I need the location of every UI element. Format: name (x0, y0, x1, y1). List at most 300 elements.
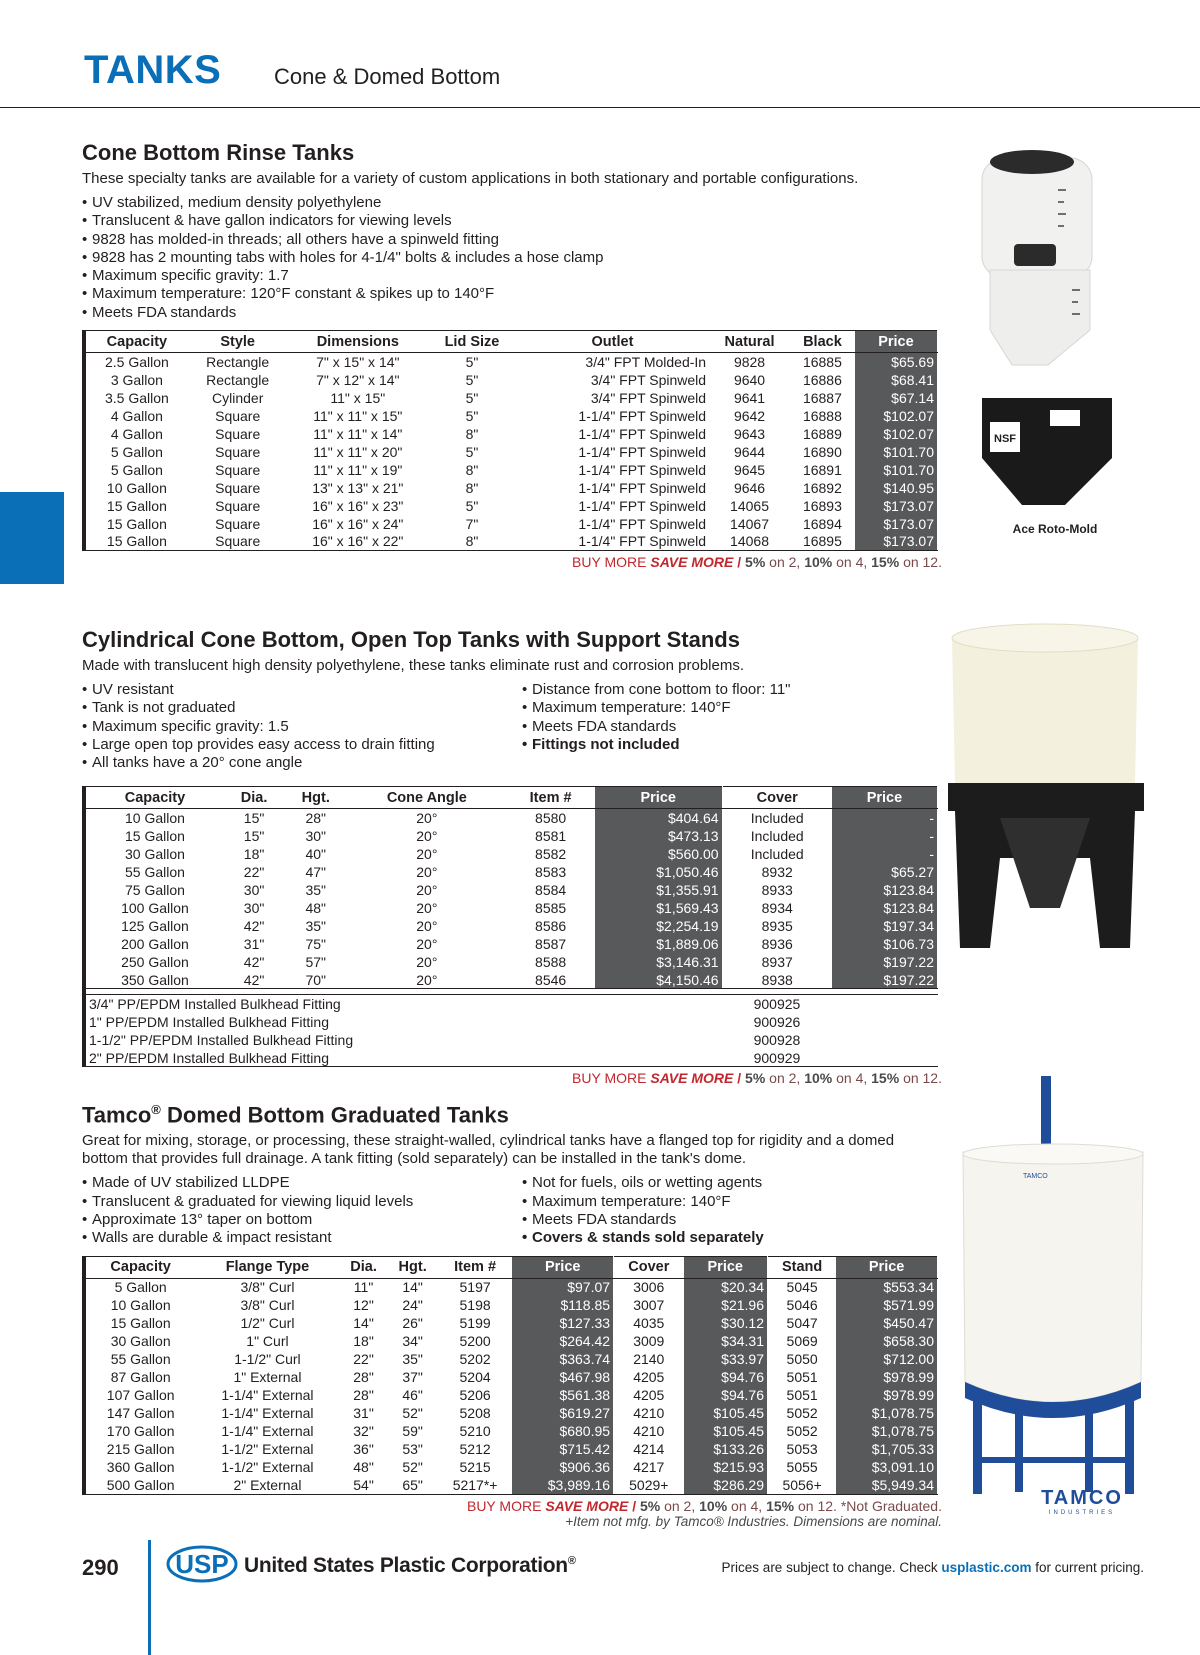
table-cell: $3,091.10 (836, 1458, 937, 1476)
discount-text: BUY MORE (466, 1497, 542, 1514)
rinse-tank-image (970, 140, 1120, 540)
table-cell: $105.45 (684, 1404, 768, 1422)
table-cell: $94.76 (684, 1368, 768, 1386)
table-row (84, 1314, 938, 1332)
table-cell: $1,078.75 (836, 1404, 937, 1422)
column-header: Hgt. (388, 1256, 438, 1278)
table-cell: 7" (465, 515, 479, 532)
product-table (82, 1256, 938, 1495)
table-cell: 42" (224, 971, 284, 989)
table-cell: 5055 (786, 1459, 818, 1476)
product-table (82, 330, 938, 551)
table-row (84, 1296, 938, 1314)
table-cell: 87 Gallon (110, 1369, 171, 1386)
table-cell: $65.27 (832, 863, 938, 881)
table-cell: $978.99 (836, 1386, 937, 1404)
table-cell: 8581 (535, 827, 567, 844)
section-description: These specialty tanks are available for a variety of custom applications in both stationary and portable configurations. (82, 170, 859, 187)
feature-item: • Not for fuels, oils or wetting agents (522, 1174, 942, 1192)
fitting-price: $224.14 (832, 1049, 938, 1067)
feature-list (82, 681, 942, 772)
table-cell: 30 Gallon (110, 1333, 171, 1350)
table-cell: 4210 (633, 1405, 665, 1422)
table-cell: 35" (305, 881, 327, 898)
table-row (84, 461, 938, 479)
fitting-item-number: 900926 (722, 1013, 832, 1031)
discount-text: SAVE MORE (545, 1497, 629, 1514)
buy-more-note (82, 1498, 942, 1514)
table-cell: 2.5 Gallon (104, 353, 169, 370)
table-cell: $3,989.16 (512, 1476, 613, 1494)
table-cell: 16888 (802, 407, 842, 424)
table-cell: 8583 (535, 863, 567, 880)
table-cell: 5052 (786, 1405, 818, 1422)
table-cell: 5 Gallon (110, 443, 163, 460)
table-cell: $561.38 (512, 1386, 613, 1404)
table-cell: $101.70 (855, 461, 938, 479)
table-cell: 5029+ (614, 1476, 684, 1494)
table-cell: 16893 (802, 497, 842, 514)
feature-item: • Maximum temperature: 140°F (522, 699, 942, 717)
table-cell: 11" x 11" x 15" (313, 407, 403, 424)
feature-item: • Maximum temperature: 140°F (522, 1193, 942, 1211)
discount-percent: 5% (639, 1497, 661, 1514)
table-cell: 16886 (802, 371, 842, 388)
table-cell: 147 Gallon (106, 1405, 175, 1422)
table-cell: $197.34 (832, 917, 938, 935)
table-cell: 3007 (633, 1297, 665, 1314)
usp-logo (166, 1544, 238, 1584)
discount-text: SAVE MORE (650, 1070, 734, 1087)
table-cell: 59" (402, 1423, 423, 1440)
table-cell: 5217*+ (438, 1476, 513, 1494)
table-row (84, 1476, 938, 1494)
table-cell: 10 Gallon (106, 479, 167, 496)
table-cell: 5056+ (767, 1476, 836, 1494)
table-cell: $127.33 (512, 1314, 613, 1332)
column-header: Stand (767, 1256, 836, 1278)
table-cell: 3/4" FPT Spinweld (590, 389, 707, 406)
table-cell: $619.27 (512, 1404, 613, 1422)
feature-item: • Approximate 13° taper on bottom (82, 1211, 502, 1229)
table-cell: 48" (305, 899, 327, 916)
column-header: Price (595, 787, 722, 809)
table-cell: Square (215, 497, 261, 514)
table-cell: 5" (465, 371, 479, 388)
table-row (84, 389, 938, 407)
table-cell: Square (215, 407, 261, 424)
table-cell: Square (215, 461, 261, 478)
table-cell: $1,569.43 (595, 899, 722, 917)
fitting-price: $153.18 (832, 1031, 938, 1049)
table-row (84, 863, 938, 881)
column-header: Item # (438, 1256, 513, 1278)
table-cell: 1-1/4" FPT Spinweld (578, 479, 707, 496)
table-cell: 4210 (633, 1423, 665, 1440)
column-header: Outlet (516, 331, 709, 353)
table-cell: 15 Gallon (125, 827, 185, 844)
pricing-disclaimer: Prices are subject to change. Check usplastic.com for current pricing. (721, 1560, 1144, 1575)
table-cell: $97.07 (512, 1278, 613, 1296)
table-cell: 30" (243, 899, 265, 916)
table-cell: 5" (465, 407, 479, 424)
table-row (84, 917, 938, 935)
buy-more-note (82, 1070, 942, 1086)
table-cell: 20° (416, 845, 438, 862)
discount-text: / (737, 554, 742, 571)
table-cell: Square (215, 425, 261, 442)
tamco-tank-label: TAMCO (1023, 1173, 1048, 1180)
discount-text: on 4, (731, 1497, 763, 1514)
discount-percent: 5% (745, 1070, 766, 1087)
table-row (84, 1350, 938, 1368)
table-cell: 3006 (633, 1279, 665, 1296)
table-cell: 5206 (459, 1387, 491, 1404)
nsf-mark: NSF (994, 433, 1016, 445)
table-cell: $1,078.75 (836, 1422, 937, 1440)
feature-item: • 9828 has 2 mounting tabs with holes for 4-1/4" bolts & includes a hose clamp (82, 249, 942, 267)
table-row (84, 425, 938, 443)
feature-item: • Covers & stands sold separately (522, 1229, 942, 1247)
table-cell: $2,254.19 (595, 917, 722, 935)
table-row (84, 479, 938, 497)
fitting-name: 1" PP/EPDM Installed Bulkhead Fitting (84, 1013, 722, 1031)
table-cell: $473.13 (595, 827, 722, 845)
table-cell: 5198 (459, 1297, 491, 1314)
table-cell: 16" x 16" x 23" (312, 497, 404, 514)
ace-roto-mold-logo: Ace Roto-Mold (1012, 522, 1098, 536)
table-cell: 350 Gallon (84, 971, 224, 989)
table-cell: 8580 (535, 810, 567, 827)
table-cell: 16885 (802, 353, 842, 370)
fitting-row (84, 1049, 938, 1067)
table-cell: 1-1/4" FPT Spinweld (516, 533, 709, 551)
column-header: Price (836, 1256, 937, 1278)
table-row (84, 407, 938, 425)
table-cell: $173.07 (855, 533, 938, 551)
feature-item: • All tanks have a 20° cone angle (82, 754, 502, 772)
feature-list (82, 1174, 942, 1247)
fitting-price: $136.87 (832, 1013, 938, 1031)
table-cell: 4205 (633, 1387, 665, 1404)
table-cell: $94.76 (684, 1386, 768, 1404)
table-cell: $20.34 (684, 1278, 768, 1296)
discount-text: / (737, 1070, 742, 1087)
table-cell: 8588 (535, 953, 567, 970)
table-cell: $286.29 (684, 1476, 768, 1494)
table-cell: 8" (465, 461, 479, 478)
table-cell: $101.70 (855, 443, 938, 461)
column-header: Price (684, 1256, 768, 1278)
table-cell: $33.97 (684, 1350, 768, 1368)
table-cell: Included (750, 810, 804, 827)
table-cell: 8585 (535, 899, 567, 916)
discount-percent: 10% (804, 1070, 833, 1087)
column-header: Cover (722, 787, 832, 809)
feature-item: • Meets FDA standards (522, 718, 942, 736)
table-cell: 26" (402, 1315, 423, 1332)
table-cell: 16891 (802, 461, 842, 478)
table-cell: 28" (353, 1387, 374, 1404)
table-cell: 11" (353, 1279, 374, 1296)
table-cell: 5069 (786, 1333, 818, 1350)
table-cell: 5" (465, 497, 479, 514)
section-tamco-domed-bottom-tanks (82, 1102, 942, 1529)
table-cell: 18" (353, 1333, 374, 1350)
table-cell: 1-1/4" External (221, 1405, 314, 1422)
table-cell: $30.12 (684, 1314, 768, 1332)
table-cell: 2" External (195, 1476, 339, 1494)
table-row (84, 935, 938, 953)
category-title: TANKS (84, 48, 222, 92)
table-cell: 35" (305, 917, 327, 934)
table-cell: $173.07 (855, 497, 938, 515)
table-cell: 75" (305, 935, 327, 952)
table-row (84, 1422, 938, 1440)
table-cell: 31" (353, 1405, 374, 1422)
column-header: Dia. (340, 1256, 388, 1278)
column-header: Price (832, 787, 938, 809)
table-cell: 5051 (786, 1369, 818, 1386)
tamco-footnote: +Item not mfg. by Tamco® Industries. Dimensions are nominal. (565, 1513, 942, 1529)
table-cell: $21.96 (684, 1296, 768, 1314)
section-tab-marker (0, 492, 64, 584)
table-cell: 9828 (733, 353, 766, 370)
table-cell: 14" (353, 1315, 374, 1332)
discount-text: on 4, (836, 554, 868, 571)
table-cell: 1-1/4" FPT Spinweld (578, 407, 707, 424)
table-cell: - (832, 845, 938, 863)
table-row (84, 515, 938, 533)
table-cell: 8938 (722, 971, 832, 989)
table-cell: $65.69 (855, 353, 938, 371)
table-cell: $658.30 (836, 1332, 937, 1350)
discount-text: BUY MORE (572, 1070, 647, 1087)
table-cell: $978.99 (836, 1368, 937, 1386)
table-cell: 3/4" FPT Spinweld (590, 371, 707, 388)
table-cell: 5053 (786, 1441, 818, 1458)
table-cell: $264.42 (512, 1332, 613, 1350)
column-header: Black (790, 331, 855, 353)
table-cell: 1-1/2" Curl (234, 1351, 301, 1368)
table-cell: $1,355.91 (595, 881, 722, 899)
table-row (84, 899, 938, 917)
discount-percent: 5% (745, 554, 766, 571)
table-cell: 9640 (733, 371, 766, 388)
fitting-name: 2" PP/EPDM Installed Bulkhead Fitting (84, 1049, 722, 1067)
discount-text: on 12. (903, 554, 942, 571)
table-cell: 1" Curl (246, 1333, 289, 1350)
section-cone-bottom-rinse-tanks (82, 140, 942, 570)
table-row (84, 827, 938, 845)
table-cell: 1-1/4" External (221, 1387, 314, 1404)
table-cell: 16890 (802, 443, 842, 460)
table-cell: $68.41 (855, 371, 938, 389)
table-cell: 1" External (233, 1369, 302, 1386)
section-description: Great for mixing, storage, or processing, these straight-walled, cylindrical tanks have a flanged top for rigidity and a domed bottom that provides full drainage. A tank fitting (sold separately) can be installed in the tank's dome. (82, 1132, 895, 1168)
table-cell: 1-1/2" External (221, 1441, 314, 1458)
discount-percent: 15% (871, 554, 900, 571)
table-cell: $571.99 (836, 1296, 937, 1314)
table-cell: $215.93 (684, 1458, 768, 1476)
table-cell: 8936 (761, 935, 793, 952)
table-cell: 5202 (459, 1351, 491, 1368)
table-cell: 170 Gallon (106, 1423, 175, 1440)
table-cell: 8584 (535, 881, 567, 898)
table-cell: 2140 (633, 1351, 665, 1368)
table-row (84, 1404, 938, 1422)
table-cell: 20° (416, 953, 438, 970)
table-cell: 8937 (761, 953, 793, 970)
table-cell: 46" (402, 1387, 423, 1404)
table-cell: 10 Gallon (125, 810, 185, 827)
feature-item: • UV stabilized, medium density polyethylene (82, 194, 942, 212)
table-cell: 30" (243, 881, 265, 898)
table-cell: 16" x 16" x 22" (288, 533, 428, 551)
table-row (84, 845, 938, 863)
table-cell: 11" x 11" x 20" (313, 443, 403, 460)
table-cell: 22" (243, 863, 265, 880)
table-cell: 28" (305, 810, 327, 827)
table-cell: 125 Gallon (121, 917, 189, 934)
table-cell: 16894 (802, 515, 842, 532)
table-cell: $118.85 (512, 1296, 613, 1314)
table-cell: 4217 (633, 1459, 665, 1476)
fitting-name: 1-1/2" PP/EPDM Installed Bulkhead Fitting (84, 1031, 722, 1049)
table-cell: $5,949.34 (836, 1476, 937, 1494)
table-row (84, 971, 938, 989)
table-row (84, 1368, 938, 1386)
table-cell: $133.26 (684, 1440, 768, 1458)
table-cell: $467.98 (512, 1368, 613, 1386)
feature-item: • Meets FDA standards (522, 1211, 942, 1229)
table-cell: 15 Gallon (106, 515, 167, 532)
table-row (84, 353, 938, 371)
page-header (0, 0, 1200, 108)
table-cell: 250 Gallon (121, 953, 189, 970)
page-footer (0, 1540, 1200, 1655)
table-cell: 5050 (786, 1351, 818, 1368)
table-cell: 5045 (786, 1279, 818, 1296)
table-cell: 5210 (459, 1423, 491, 1440)
table-cell: 40" (305, 845, 327, 862)
table-cell: 1-1/4" FPT Spinweld (578, 461, 707, 478)
table-cell: 15 Gallon (84, 533, 188, 551)
table-cell: 9642 (733, 407, 766, 424)
table-cell: $1,889.06 (595, 935, 722, 953)
table-cell: 53" (402, 1441, 423, 1458)
fitting-row (84, 1031, 938, 1049)
fitting-item-number: 900929 (722, 1049, 832, 1067)
table-cell: 4035 (633, 1315, 665, 1332)
column-header: Capacity (84, 1256, 195, 1278)
section-title: Cylindrical Cone Bottom, Open Top Tanks with Support Stands (82, 627, 740, 652)
table-cell: $102.07 (855, 407, 938, 425)
cone-tank-stand-image (940, 618, 1150, 958)
table-cell: 14" (402, 1279, 423, 1296)
table-cell: $106.73 (832, 935, 938, 953)
table-row (84, 1332, 938, 1350)
column-header: Price (512, 1256, 613, 1278)
table-cell: 32" (353, 1423, 374, 1440)
discount-percent: 10% (804, 554, 833, 571)
table-row (84, 881, 938, 899)
fitting-item-number: 900928 (722, 1031, 832, 1049)
table-cell: Included (750, 845, 804, 862)
table-cell: $102.07 (855, 425, 938, 443)
table-cell: 42" (243, 953, 265, 970)
svg-text:USP: USP (175, 1549, 229, 1579)
feature-item: • UV resistant (82, 681, 502, 699)
website-link[interactable]: usplastic.com (941, 1560, 1032, 1575)
table-row (84, 953, 938, 971)
table-cell: 8933 (761, 881, 793, 898)
table-cell: 20° (347, 971, 506, 989)
table-cell: 9641 (733, 389, 766, 406)
section-title: Tamco® Domed Bottom Graduated Tanks (82, 1102, 509, 1128)
table-cell: 9644 (733, 443, 766, 460)
table-cell: 14067 (730, 515, 769, 532)
table-cell: $3,146.31 (595, 953, 722, 971)
table-cell: 36" (353, 1441, 374, 1458)
feature-item: • Translucent & graduated for viewing liquid levels (82, 1193, 502, 1211)
table-cell: 5199 (459, 1315, 491, 1332)
table-cell: Rectangle (206, 371, 270, 388)
table-cell: $123.84 (832, 899, 938, 917)
table-row (84, 443, 938, 461)
table-cell: 215 Gallon (106, 1441, 175, 1458)
company-name: United States Plastic Corporation® (244, 1554, 576, 1577)
table-cell: Rectangle (206, 353, 270, 370)
table-cell: 47" (305, 863, 327, 880)
table-cell: 12" (353, 1297, 374, 1314)
table-cell: $197.22 (832, 971, 938, 989)
table-cell: 1-1/2" External (221, 1459, 314, 1476)
table-cell: 20° (416, 917, 438, 934)
table-cell: - (832, 809, 938, 827)
table-cell: 42" (243, 917, 265, 934)
table-cell: Square (215, 479, 261, 496)
feature-item: • 9828 has molded-in threads; all others have a spinweld fitting (82, 231, 942, 249)
table-cell: 16889 (802, 425, 842, 442)
table-cell: 75 Gallon (125, 881, 185, 898)
discount-percent: 15% (766, 1497, 795, 1514)
table-cell: 15" (243, 810, 265, 827)
table-cell: 24" (402, 1297, 423, 1314)
table-cell: 5" (465, 443, 479, 460)
discount-percent: 15% (871, 1070, 900, 1087)
table-cell: 1-1/4" FPT Spinweld (578, 425, 707, 442)
feature-item: • Meets FDA standards (82, 304, 942, 322)
discount-text: on 2, (769, 554, 801, 571)
table-cell: $4,150.46 (595, 971, 722, 989)
discount-text: on 2, (769, 1070, 801, 1087)
table-cell: 500 Gallon (84, 1476, 195, 1494)
table-cell: 30" (305, 827, 327, 844)
table-cell: $715.42 (512, 1440, 613, 1458)
table-cell: 200 Gallon (121, 935, 189, 952)
table-cell: 5" (465, 353, 479, 370)
column-header: Dimensions (288, 331, 428, 353)
feature-item: • Maximum specific gravity: 1.5 (82, 718, 502, 736)
table-cell: 5" (465, 389, 479, 406)
tamco-logo: TAMCO INDUSTRIES (1041, 1487, 1123, 1516)
table-cell: $1,050.46 (595, 863, 722, 881)
discount-text: on 2, (664, 1497, 696, 1514)
table-cell: 48" (353, 1459, 374, 1476)
page-number: 290 (82, 1555, 119, 1580)
table-cell: 15 Gallon (106, 497, 167, 514)
